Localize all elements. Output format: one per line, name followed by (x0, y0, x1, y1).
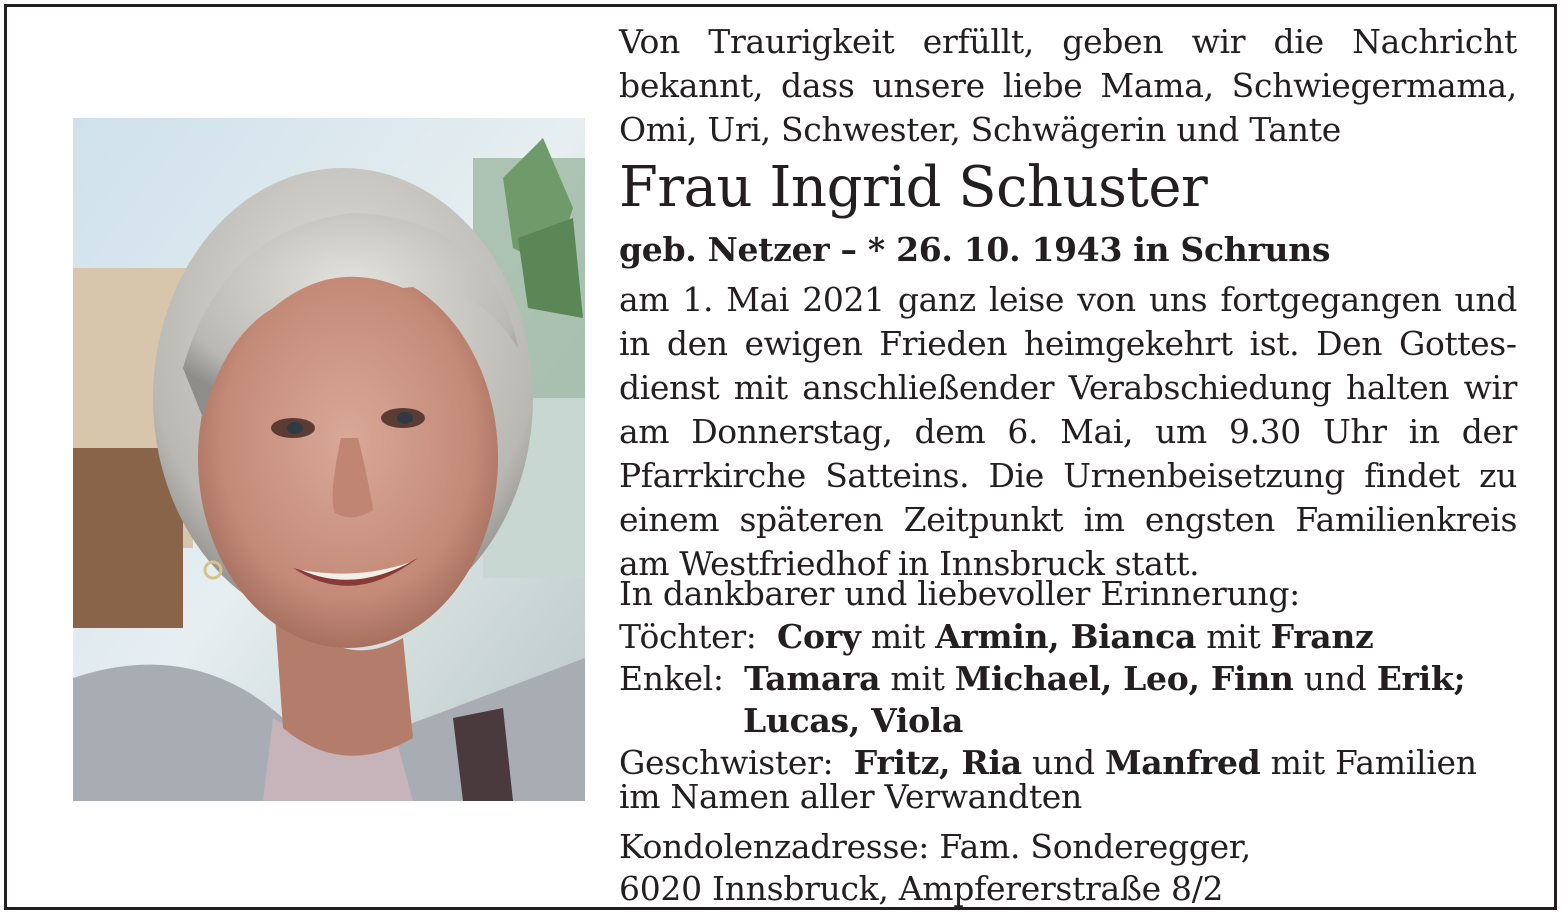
family-name: Franz (1270, 617, 1374, 656)
body-text: am 1. Mai 2021 ganz leise von uns fortgegangen und in den ewigen Frieden heimgekehrt ist. Den Gottesdienst mit anschließender Verabschiedung halten wir am Donnerstag, dem 6. Mai, um 9.30 Uhr in der Pfarrkirche Satteins. Die Urnenbeisetzung findet zu einem späteren Zeitpunkt im engsten Familienkreis am Westfriedhof in Innsbruck statt. (619, 280, 1517, 583)
signature-line: im Namen aller Verwandten (619, 777, 1082, 816)
condolence-line-1: Kondolenzadresse: Fam. Sonderegger, (619, 827, 1251, 866)
family-connector: mit Familien (1260, 743, 1477, 782)
family-row-daughters (619, 616, 1517, 658)
family-name: Armin, Bianca (935, 617, 1197, 656)
condolence-address (619, 826, 1251, 910)
family-name: Fritz, Ria (853, 743, 1022, 782)
role-label-grandchildren: Enkel: (619, 659, 724, 698)
family-connector: mit (860, 617, 936, 656)
intro-text: Von Traurigkeit erfüllt, geben wir die Nachricht bekannt, dass unsere liebe Mama, Schwiegermama, Omi, Uri, Schwester, Schwägerin und Tante (619, 22, 1517, 149)
condolence-line-2: 6020 Innsbruck, Ampfererstraße 8/2 (619, 869, 1224, 908)
family-name: Michael, Leo, Finn (954, 659, 1294, 698)
family-connector: mit (1196, 617, 1271, 656)
family-list (619, 616, 1517, 784)
family-connector: und (1293, 659, 1377, 698)
deceased-name: Frau Ingrid Schuster (619, 155, 1208, 220)
remembrance-line: In dankbarer und liebevoller Erinnerung: (619, 574, 1301, 613)
birth-line: geb. Netzer – * 26. 10. 1943 in Schruns (619, 230, 1331, 269)
family-row-grandchildren-cont (619, 700, 1517, 742)
role-label-siblings: Geschwister: (619, 743, 834, 782)
family-name: Tamara (744, 659, 881, 698)
family-name: Lucas, Viola (743, 701, 964, 740)
role-label-daughters: Töchter: (619, 617, 757, 656)
family-connector: mit (880, 659, 955, 698)
family-connector: und (1021, 743, 1105, 782)
family-row-grandchildren (619, 658, 1517, 700)
family-name: Manfred (1104, 743, 1261, 782)
family-name: Cory (777, 617, 861, 656)
portrait-photo (73, 118, 585, 801)
family-name: Erik; (1376, 659, 1466, 698)
